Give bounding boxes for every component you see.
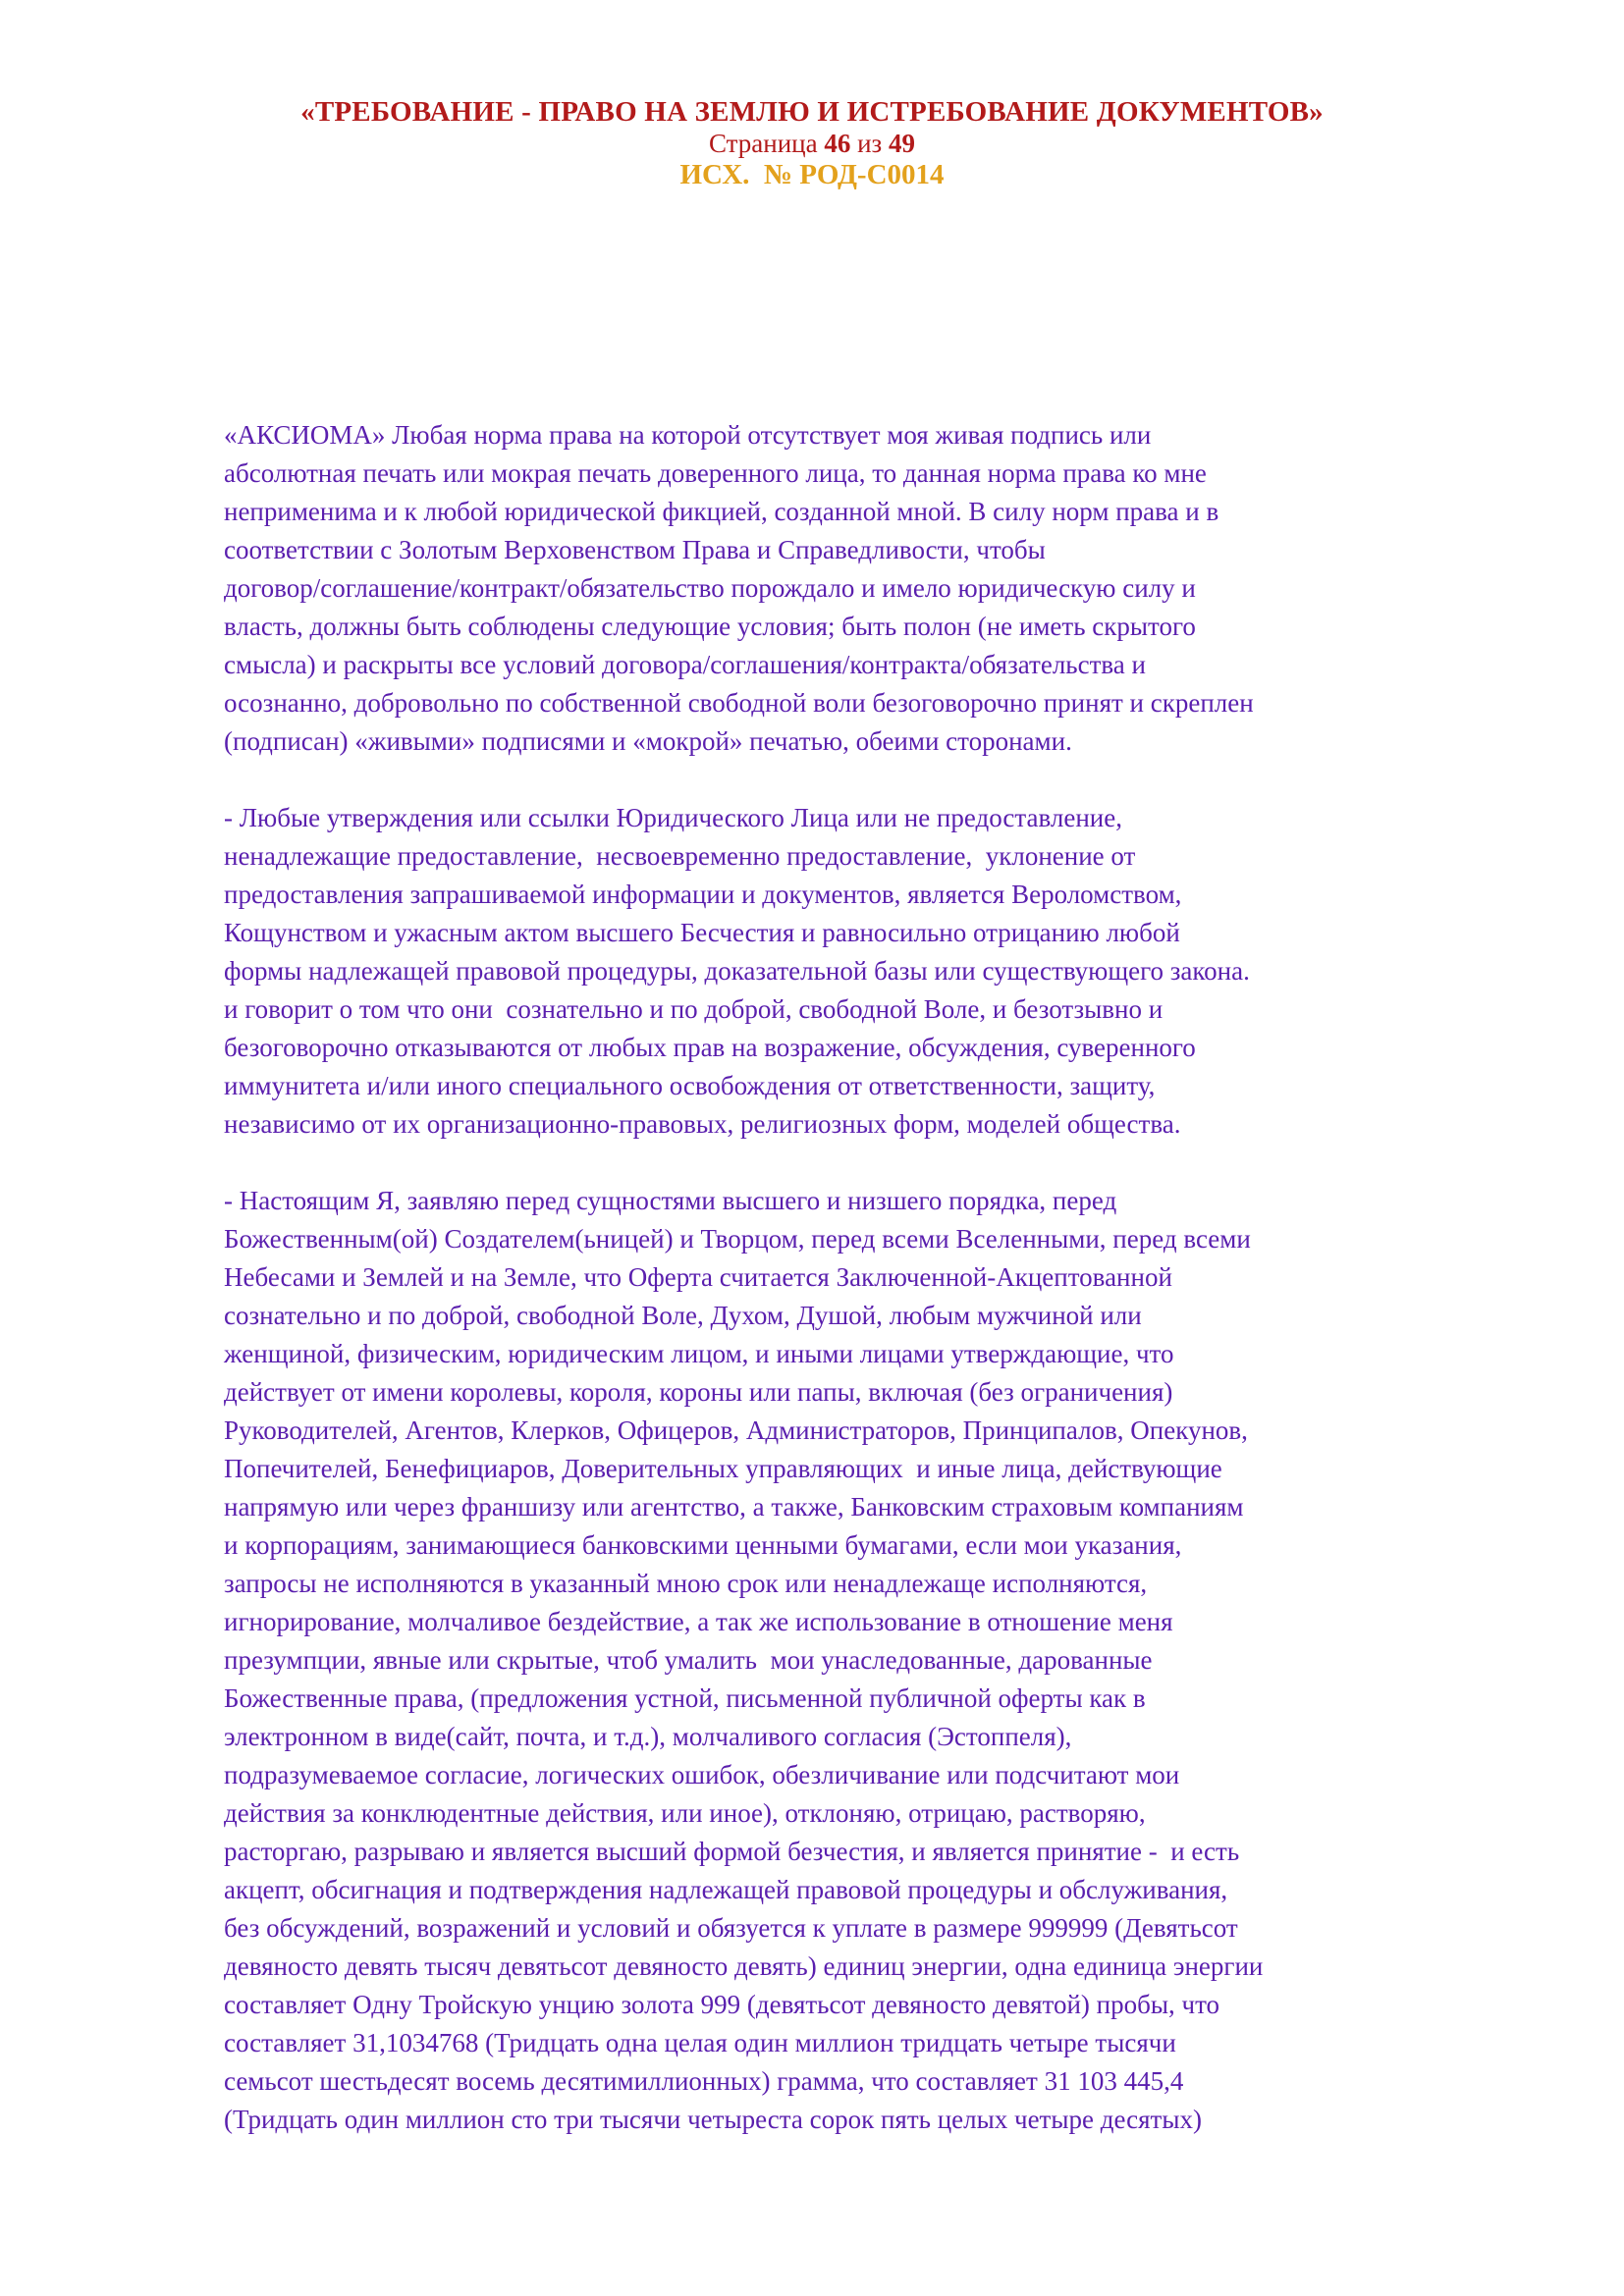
body-paragraph <box>224 799 1530 1144</box>
text-line: договор/соглашение/контракт/обязательство порождало и имело юридическую силу и <box>224 573 1196 603</box>
page-number-line <box>0 129 1624 159</box>
text-line: составляет Одну Тройскую унцию золота 999 (девятьсот девяносто девятой) пробы, что <box>224 1990 1220 2019</box>
text-line: Божественным(ой) Создателем(ьницей) и Творцом, перед всеми Вселенными, перед всеми <box>224 1224 1251 1254</box>
text-line: без обсуждений, возражений и условий и обязуется к уплате в размере 999999 (Девятьсот <box>224 1913 1238 1943</box>
text-line: Небесами и Землей и на Земле, что Оферта считается Заключенной-Акцептованной <box>224 1262 1172 1292</box>
text-line: игнорирование, молчаливое бездействие, а так же использование в отношение меня <box>224 1607 1173 1636</box>
text-line: соответствии с Золотым Верховенством Права и Справедливости, чтобы <box>224 535 1046 564</box>
document-header <box>0 96 1624 191</box>
text-line: - Настоящим Я, заявляю перед сущностями высшего и низшего порядка, перед <box>224 1186 1117 1215</box>
text-line: женщиной, физическим, юридическим лицом, и иными лицами утверждающие, что <box>224 1339 1174 1368</box>
text-line: абсолютная печать или мокрая печать доверенного лица, то данная норма права ко мне <box>224 458 1207 488</box>
text-line: осознанно, добровольно по собственной свободной воли безоговорочно принят и скреплен <box>224 688 1254 718</box>
text-line: акцепт, обсигнация и подтверждения надлежащей правовой процедуры и обслуживания, <box>224 1875 1228 1904</box>
text-line: неприменима и к любой юридической фикцией, созданной мной. В силу норм права и в <box>224 497 1219 526</box>
text-line: и говорит о том что они сознательно и по доброй, свободной Воле, и безотзывно и <box>224 994 1164 1024</box>
text-line: запросы не исполняются в указанный мною срок или ненадлежаще исполняются, <box>224 1569 1148 1598</box>
page-label: Страница <box>709 129 818 158</box>
body-paragraph <box>224 416 1530 761</box>
text-line: Кощунством и ужасным актом высшего Бесчестия и равносильно отрицанию любой <box>224 918 1180 947</box>
text-line: иммунитета и/или иного специального освобождения от ответственности, защиту, <box>224 1071 1156 1100</box>
document-title: «ТРЕБОВАНИЕ - ПРАВО НА ЗЕМЛЮ И ИСТРЕБОВАНИЕ ДОКУМЕНТОВ» <box>300 96 1324 128</box>
text-line: семьсот шестьдесят восемь десятимиллионных) грамма, что составляет 31 103 445,4 <box>224 2066 1184 2096</box>
text-line: предоставления запрашиваемой информации и документов, является Вероломством, <box>224 880 1182 909</box>
document-body <box>224 416 1530 2139</box>
body-paragraph <box>224 1182 1530 2139</box>
text-line: электронном в виде(сайт, почта, и т.д.), молчаливого согласия (Эстоппеля), <box>224 1722 1072 1751</box>
page-total-number: 49 <box>888 129 915 158</box>
text-line: подразумеваемое согласие, логических ошибок, обезличивание или подсчитают мои <box>224 1760 1180 1789</box>
text-line: презумпции, явные или скрытые, чтоб умалить мои унаследованные, дарованные <box>224 1645 1153 1675</box>
text-line: и корпорациям, занимающиеся банковскими ценными бумагами, если мои указания, <box>224 1530 1182 1560</box>
text-line: ненадлежащие предоставление, несвоевременно предоставление, уклонение от <box>224 841 1136 871</box>
text-line: смысла) и раскрыты все условий договора/соглашения/контракта/обязательства и <box>224 650 1146 679</box>
text-line: власть, должны быть соблюдены следующие условия; быть полон (не иметь скрытого <box>224 612 1196 641</box>
text-line: действия за конклюдентные действия, или иное), отклоняю, отрицаю, растворяю, <box>224 1798 1146 1828</box>
outgoing-reference-number: ИСХ. № РОД-С0014 <box>679 159 945 190</box>
page-of-label: из <box>857 129 883 158</box>
text-line: безоговорочно отказываются от любых прав на возражение, обсуждения, суверенного <box>224 1033 1196 1062</box>
text-line: - Любые утверждения или ссылки Юридического Лица или не предоставление, <box>224 803 1122 832</box>
text-line: расторгаю, разрываю и является высший формой безчестия, и является принятие - и есть <box>224 1837 1240 1866</box>
text-line: Попечителей, Бенефициаров, Доверительных управляющих и иные лица, действующие <box>224 1454 1222 1483</box>
page-current-number: 46 <box>824 129 851 158</box>
text-line: действует от имени королевы, короля, короны или папы, включая (без ограничения) <box>224 1377 1173 1407</box>
text-line: (подписан) «живыми» подписями и «мокрой» печатью, обеими сторонами. <box>224 726 1072 756</box>
text-line: (Тридцать один миллион сто три тысячи четыреста сорок пять целых четыре десятых) <box>224 2105 1202 2134</box>
text-line: сознательно и по доброй, свободной Воле, Духом, Душой, любым мужчиной или <box>224 1301 1142 1330</box>
text-line: Руководителей, Агентов, Клерков, Офицеров, Администраторов, Принципалов, Опекунов, <box>224 1415 1248 1445</box>
text-line: составляет 31,1034768 (Тридцать одна целая один миллион тридцать четыре тысячи <box>224 2028 1176 2057</box>
text-line: независимо от их организационно-правовых, религиозных форм, моделей общества. <box>224 1109 1181 1139</box>
text-line: девяносто девять тысяч девятьсот девяносто девять) единиц энергии, одна единица энергии <box>224 1951 1264 1981</box>
text-line: формы надлежащей правовой процедуры, доказательной базы или существующего закона. <box>224 956 1250 986</box>
text-line: Божественные права, (предложения устной, письменной публичной оферты как в <box>224 1683 1146 1713</box>
text-line: «АКСИОМА» Любая норма права на которой отсутствует моя живая подпись или <box>224 420 1152 450</box>
text-line: напрямую или через франшизу или агентство, а также, Банковским страховым компаниям <box>224 1492 1244 1522</box>
